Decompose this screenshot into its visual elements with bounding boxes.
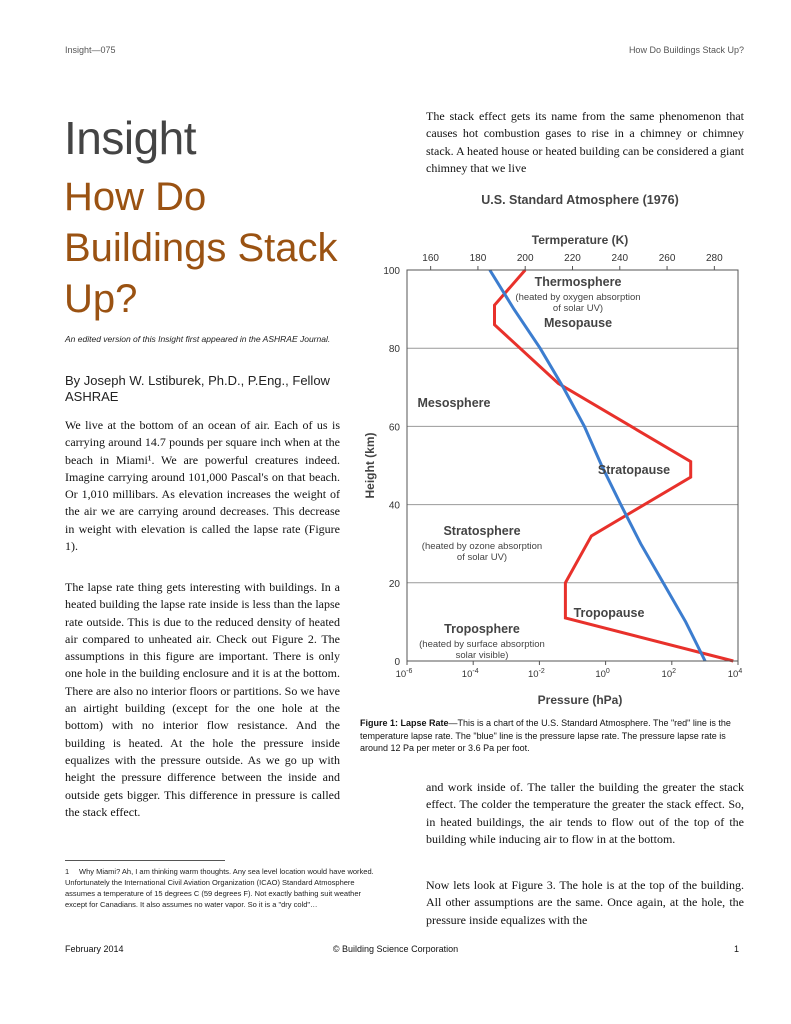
mesosphere-label: Mesosphere (417, 396, 491, 410)
y-tick-label: 100 (383, 266, 400, 277)
author-byline: By Joseph W. Lstiburek, Ph.D., P.Eng., Fellow ASHRAE (65, 373, 330, 404)
y-tick-label: 60 (388, 422, 400, 434)
x-axis-ticks (396, 661, 743, 680)
body-paragraph-4: and work inside of. The taller the building the greater the stack effect. The colder the temperature the greater the stack effect. So, in heated buildings, the air tends to flow out of the top of the building while inducing air to flow in at the bottom. (426, 780, 744, 846)
thermo-label: of solar UV) (552, 303, 604, 314)
y-axis-label: Height (km) (363, 432, 377, 499)
footnote-number: 1 (65, 867, 70, 876)
figure-caption-label: Figure 1: Lapse Rate (360, 718, 449, 728)
running-header-right: How Do Buildings Stack Up? (628, 45, 744, 55)
series-title: Insight (64, 112, 197, 164)
top-axis-ticks (422, 253, 723, 270)
strato-label: (heated by ozone absorption (421, 541, 543, 552)
x-tick-label: $10^4$ (727, 668, 743, 680)
thermo-label: Thermosphere (534, 275, 622, 289)
tropo-label: Troposphere (444, 622, 520, 636)
body-paragraph-5: Now lets look at Figure 3. The hole is at the top of the building. All other assumptions are the same. Once again, at the hole, the pressure inside equalizes with the (426, 878, 744, 927)
x-tick-label: $10^2$ (661, 668, 677, 680)
y-axis-ticks (383, 266, 400, 668)
tropo-label: (heated by surface absorption (419, 639, 545, 650)
body-paragraph-2: The lapse rate thing gets interesting with buildings. In a heated building the lapse rate inside is less than the lapse rate outside. This is due to the reduced density of heated air compared to unheated air. Check out Figure 2. The assumptions in this figure are important. There is only one hole in the building enclosure and it is at the bottom. There are also no interior floors or partitions. So we have an airtight building (except for the one hole at the bottom) with no interior flow resistance. And the building is heated. At the hole the pressure inside equalizes with the pressure outside. As we go up with height the pressure difference between the inside and outside gets bigger. This difference in pressure is called the stack effect. (65, 580, 340, 819)
figure-caption (360, 717, 755, 755)
figure-caption-text: —This is a chart of the U.S. Standard Atmosphere. The "red" line is the temperature lapse rate. The "blue" line is the pressure lapse rate. The pressure lapse rate is around 12 Pa per meter or 3.6 Pa per foot. (360, 718, 731, 753)
page-number: 1 (733, 944, 739, 954)
body-paragraph-3: The stack effect gets its name from the same phenomenon that causes hot combustion gases to rise in a chimney or chimney stack. A heated house or heated building can be considered a giant chimney that we live (426, 109, 744, 175)
top-tick-label: 240 (611, 253, 629, 264)
top-tick-label: 220 (564, 253, 581, 264)
strato-label: Stratosphere (443, 524, 521, 538)
article-title: How Do Buildings Stack Up? (64, 175, 338, 321)
x-tick-label: $10^{-2}$ (527, 668, 545, 680)
top-axis-label: Termperature (K) (531, 233, 629, 247)
edited-version-note: An edited version of this Insight first appeared in the ASHRAE Journal. (65, 334, 331, 344)
tropo-label: solar visible) (455, 650, 509, 661)
y-tick-label: 20 (388, 578, 400, 590)
y-tick-label: 80 (388, 344, 400, 356)
x-tick-label: $10^{-4}$ (461, 668, 479, 680)
tropopause-label: Tropopause (573, 606, 645, 620)
thermo-label: (heated by oxygen absorption (515, 292, 641, 303)
layer-annotations (418, 275, 671, 661)
top-tick-label: 280 (706, 253, 723, 264)
footer-copyright: © Building Science Corporation (332, 944, 459, 954)
x-tick-label: $10^0$ (595, 668, 610, 680)
y-tick-label: 40 (388, 500, 400, 512)
top-tick-label: 180 (469, 253, 487, 264)
top-tick-label: 260 (658, 253, 676, 264)
footnote (65, 866, 385, 910)
running-header-left: Insight—075 (65, 45, 116, 55)
body-paragraph-1: We live at the bottom of an ocean of air. Each of us is carrying around 14.7 pounds per square inch when at the beach in Miami¹. We are powerful creatures indeed. Imagine carrying around 101,000 Pascal's on that beach. Or 1,010 millibars. As elevation increases the weight of the air we are carrying around decreases. This decrease in weight with elevation is called the lapse rate (Figure 1). (65, 418, 340, 554)
strato-label: of solar UV) (456, 552, 508, 563)
chart-title: U.S. Standard Atmosphere (1976) (481, 193, 679, 207)
footnote-text: Why Miami? Ah, I am thinking warm thoughts. Any sea level location would have worked. Unfortunately the International Civil Aviation Organization (ICAO) Standard Atmosphere assumes a temperature of 15 degrees C (59 degrees F). Not exactly bathing suit weather except for Canadians. It also assumes no water vapor. So it is a "dry cold"… (65, 867, 374, 909)
stratopause-label: Stratopause (597, 463, 671, 477)
x-tick-label: $10^{-6}$ (395, 668, 413, 680)
lapse-rate-chart (360, 180, 755, 710)
mesopause-label: Mesopause (543, 316, 613, 330)
top-tick-label: 160 (422, 253, 439, 264)
y-tick-label: 0 (394, 657, 400, 668)
footer-date: February 2014 (65, 944, 124, 954)
x-axis-label: Pressure (hPa) (537, 693, 623, 707)
footnote-divider (65, 860, 225, 861)
top-tick-label: 200 (516, 253, 534, 264)
